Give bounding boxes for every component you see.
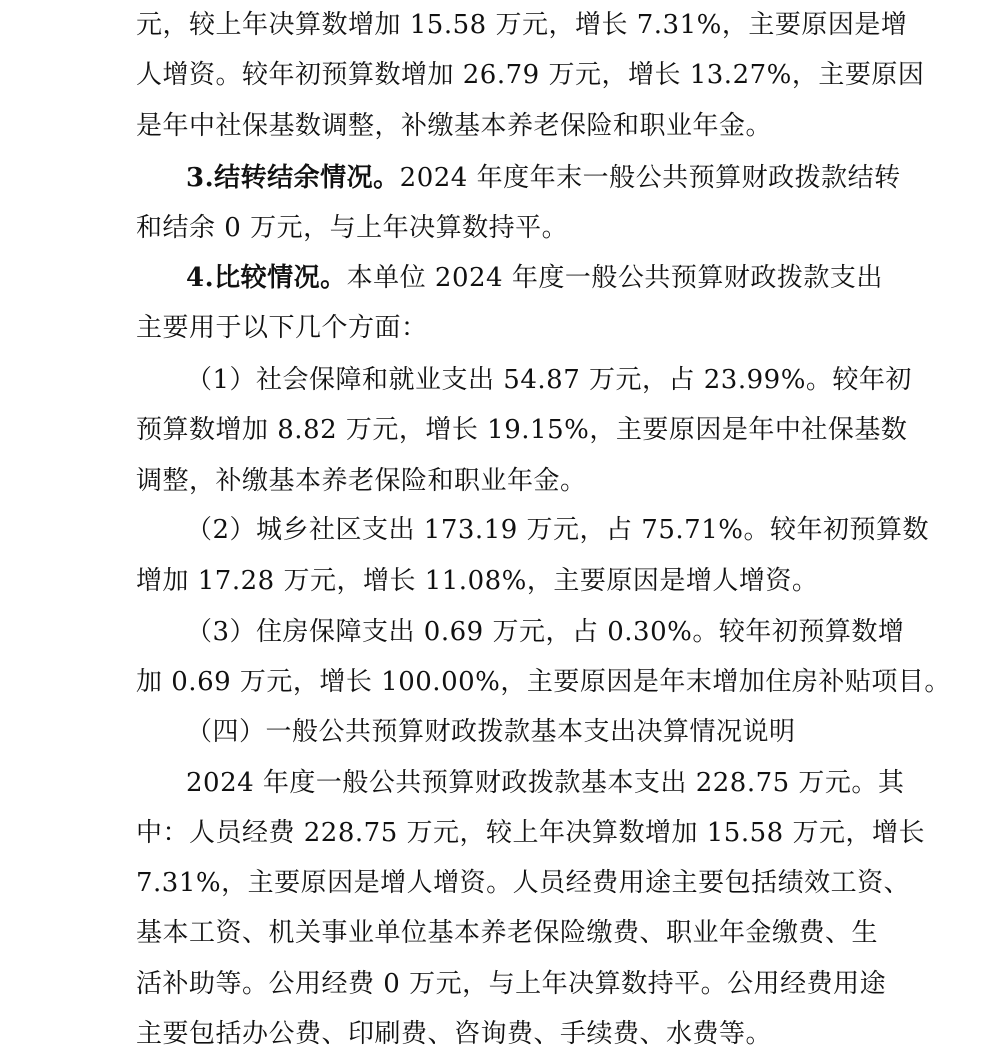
- paragraph-line: 中：人员经费 228.75 万元，较上年决算数增加 15.58 万元，增长: [136, 818, 925, 848]
- section-3-line: [186, 153, 901, 203]
- section-4-line: [186, 253, 883, 303]
- paragraph-line: 2024 年度一般公共预算财政拨款基本支出 228.75 万元。其: [186, 768, 905, 798]
- list-item-line: （3）住房保障支出 0.69 万元，占 0.30%。较年初预算数增: [186, 617, 905, 647]
- paragraph-line: 加 0.69 万元，增长 100.00%，主要原因是年末增加住房补贴项目。: [136, 667, 951, 697]
- paragraph-line: 7.31%，主要原因是增人增资。人员经费用途主要包括绩效工资、: [136, 868, 911, 898]
- list-item-line: （1）社会保障和就业支出 54.87 万元，占 23.99%。较年初: [186, 365, 912, 395]
- paragraph-line: 主要用于以下几个方面：: [136, 313, 428, 343]
- paragraph-line: 增加 17.28 万元，增长 11.08%，主要原因是增人增资。: [136, 566, 819, 596]
- paragraph-line: 基本工资、机关事业单位基本养老保险缴费、职业年金缴费、生: [136, 918, 879, 948]
- subsection-heading: （四）一般公共预算财政拨款基本支出决算情况说明: [186, 717, 796, 747]
- section-3-text: 2024 年度年末一般公共预算财政拨款结转: [399, 163, 901, 193]
- section-3-heading: 3.结转结余情况。: [186, 163, 400, 193]
- paragraph-line: 活补助等。公用经费 0 万元，与上年决算数持平。公用经费用途: [136, 969, 887, 999]
- paragraph-line: 是年中社保基数调整，补缴基本养老保险和职业年金。: [136, 111, 773, 141]
- paragraph-line: 主要包括办公费、印刷费、咨询费、手续费、水费等。: [136, 1019, 773, 1049]
- paragraph-line: 和结余 0 万元，与上年决算数持平。: [136, 213, 569, 243]
- paragraph-line: 元，较上年决算数增加 15.58 万元，增长 7.31%，主要原因是增: [136, 10, 908, 40]
- paragraph-line: 预算数增加 8.82 万元，增长 19.15%，主要原因是年中社保基数: [136, 415, 908, 445]
- section-4-heading: 4.比较情况。: [186, 263, 347, 293]
- paragraph-line: 调整，补缴基本养老保险和职业年金。: [136, 466, 587, 496]
- list-item-line: （2）城乡社区支出 173.19 万元，占 75.71%。较年初预算数: [186, 515, 929, 545]
- paragraph-line: 人增资。较年初预算数增加 26.79 万元，增长 13.27%，主要原因: [136, 60, 925, 90]
- section-4-text: 本单位 2024 年度一般公共预算财政拨款支出: [346, 263, 883, 293]
